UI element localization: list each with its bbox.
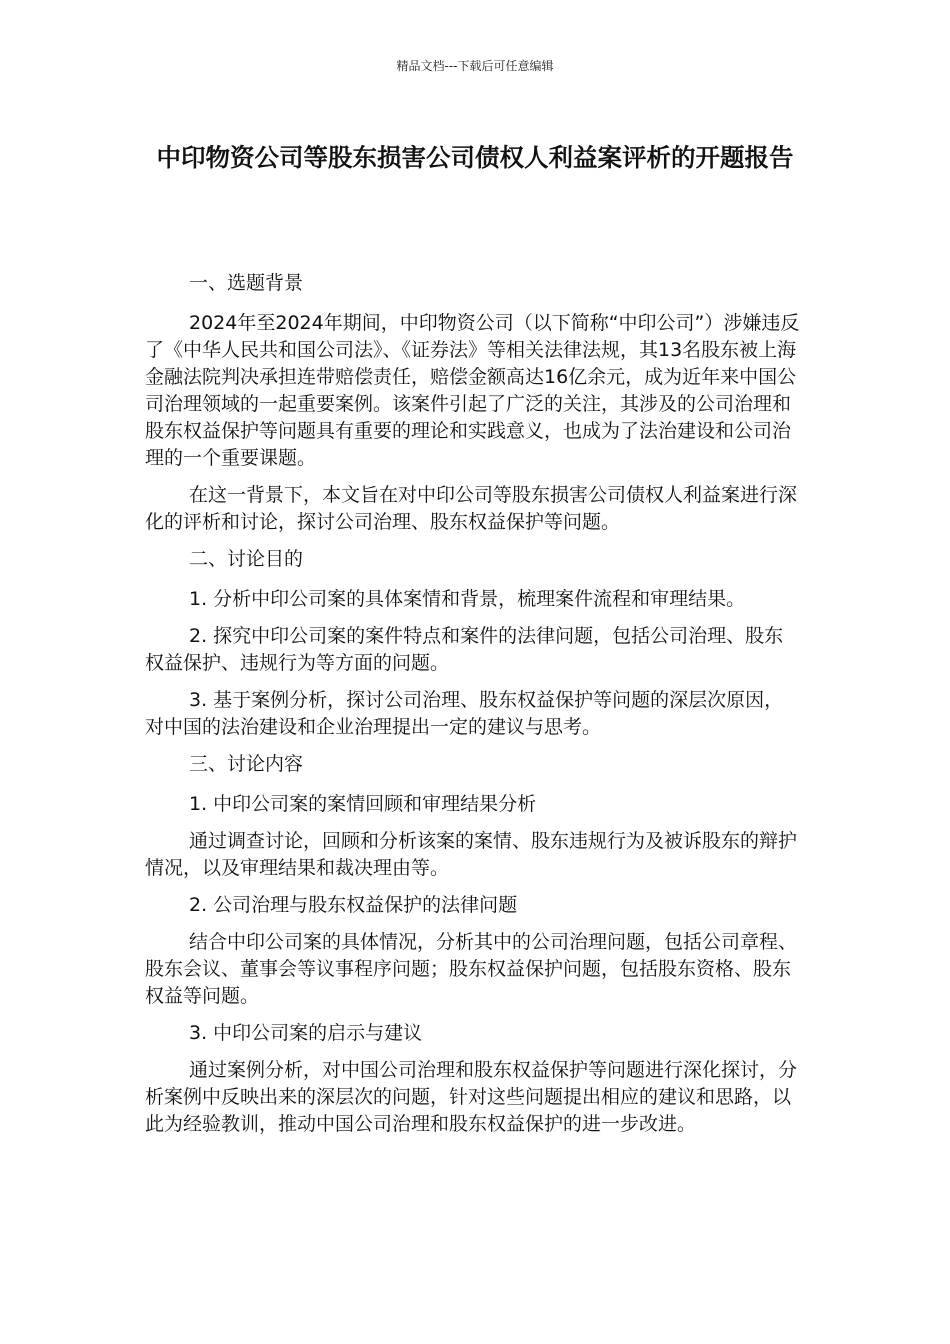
document-title: 中印物资公司等股东损害公司债权人利益案评析的开题报告 <box>156 143 794 172</box>
list-item: 2. 探究中印公司案的案件特点和案件的法律问题，包括公司治理、股东权益保护、违规行为等方面的问题。 <box>145 625 784 674</box>
section-heading: 一、选题背景 <box>189 272 304 294</box>
subheading: 1. 中印公司案的案情回顾和审理结果分析 <box>189 793 537 815</box>
subheading: 3. 中印公司案的启示与建议 <box>189 1022 423 1044</box>
page-header-note: 精品文档---下载后可任意编辑 <box>396 59 554 73</box>
list-item: 3. 基于案例分析，探讨公司治理、股东权益保护等问题的深层次原因，对中国的法治建设和企业治理提出一定的建议与思考。 <box>145 689 784 738</box>
paragraph: 通过案例分析，对中国公司治理和股东权益保护等问题进行深化探讨，分析案例中反映出来的深层次的问题，针对这些问题提出相应的建议和思路，以此为经验教训，推动中国公司治理和股东权益保护的进一步改进。 <box>145 1059 798 1135</box>
list-item: 1. 分析中印公司案的具体案情和背景，梳理案件流程和审理结果。 <box>189 588 746 610</box>
paragraph: 结合中印公司案的具体情况，分析其中的公司治理问题，包括公司章程、股东会议、董事会等议事程序问题；股东权益保护问题，包括股东资格、股东权益等问题。 <box>145 931 798 1007</box>
document-body <box>145 270 801 1148</box>
section-heading: 二、讨论目的 <box>189 548 304 570</box>
paragraph: 通过调查讨论，回顾和分析该案的案情、股东违规行为及被诉股东的辩护情况，以及审理结果和裁决理由等。 <box>145 830 798 879</box>
subheading: 2. 公司治理与股东权益保护的法律问题 <box>189 894 518 916</box>
section-heading: 三、讨论内容 <box>189 753 304 775</box>
paragraph: 2024年至2024年期间，中印物资公司（以下简称“中印公司”）涉嫌违反了《中华人民共和国公司法》、《证券法》等相关法律法规，其13名股东被上海金融法院判决承担连带赔偿责任，赔偿金额高达16亿余元，成为近年来中国公司治理领域的一起重要案例。该案件引起了广泛的关注，其涉及的公司治理和股东权益保护等问题具有重要的理论和实践意义，也成为了法治建设和公司治理的一个重要课题。 <box>145 312 800 469</box>
paragraph: 在这一背景下，本文旨在对中印公司等股东损害公司债权人利益案进行深化的评析和讨论，探讨公司治理、股东权益保护等问题。 <box>145 484 798 533</box>
